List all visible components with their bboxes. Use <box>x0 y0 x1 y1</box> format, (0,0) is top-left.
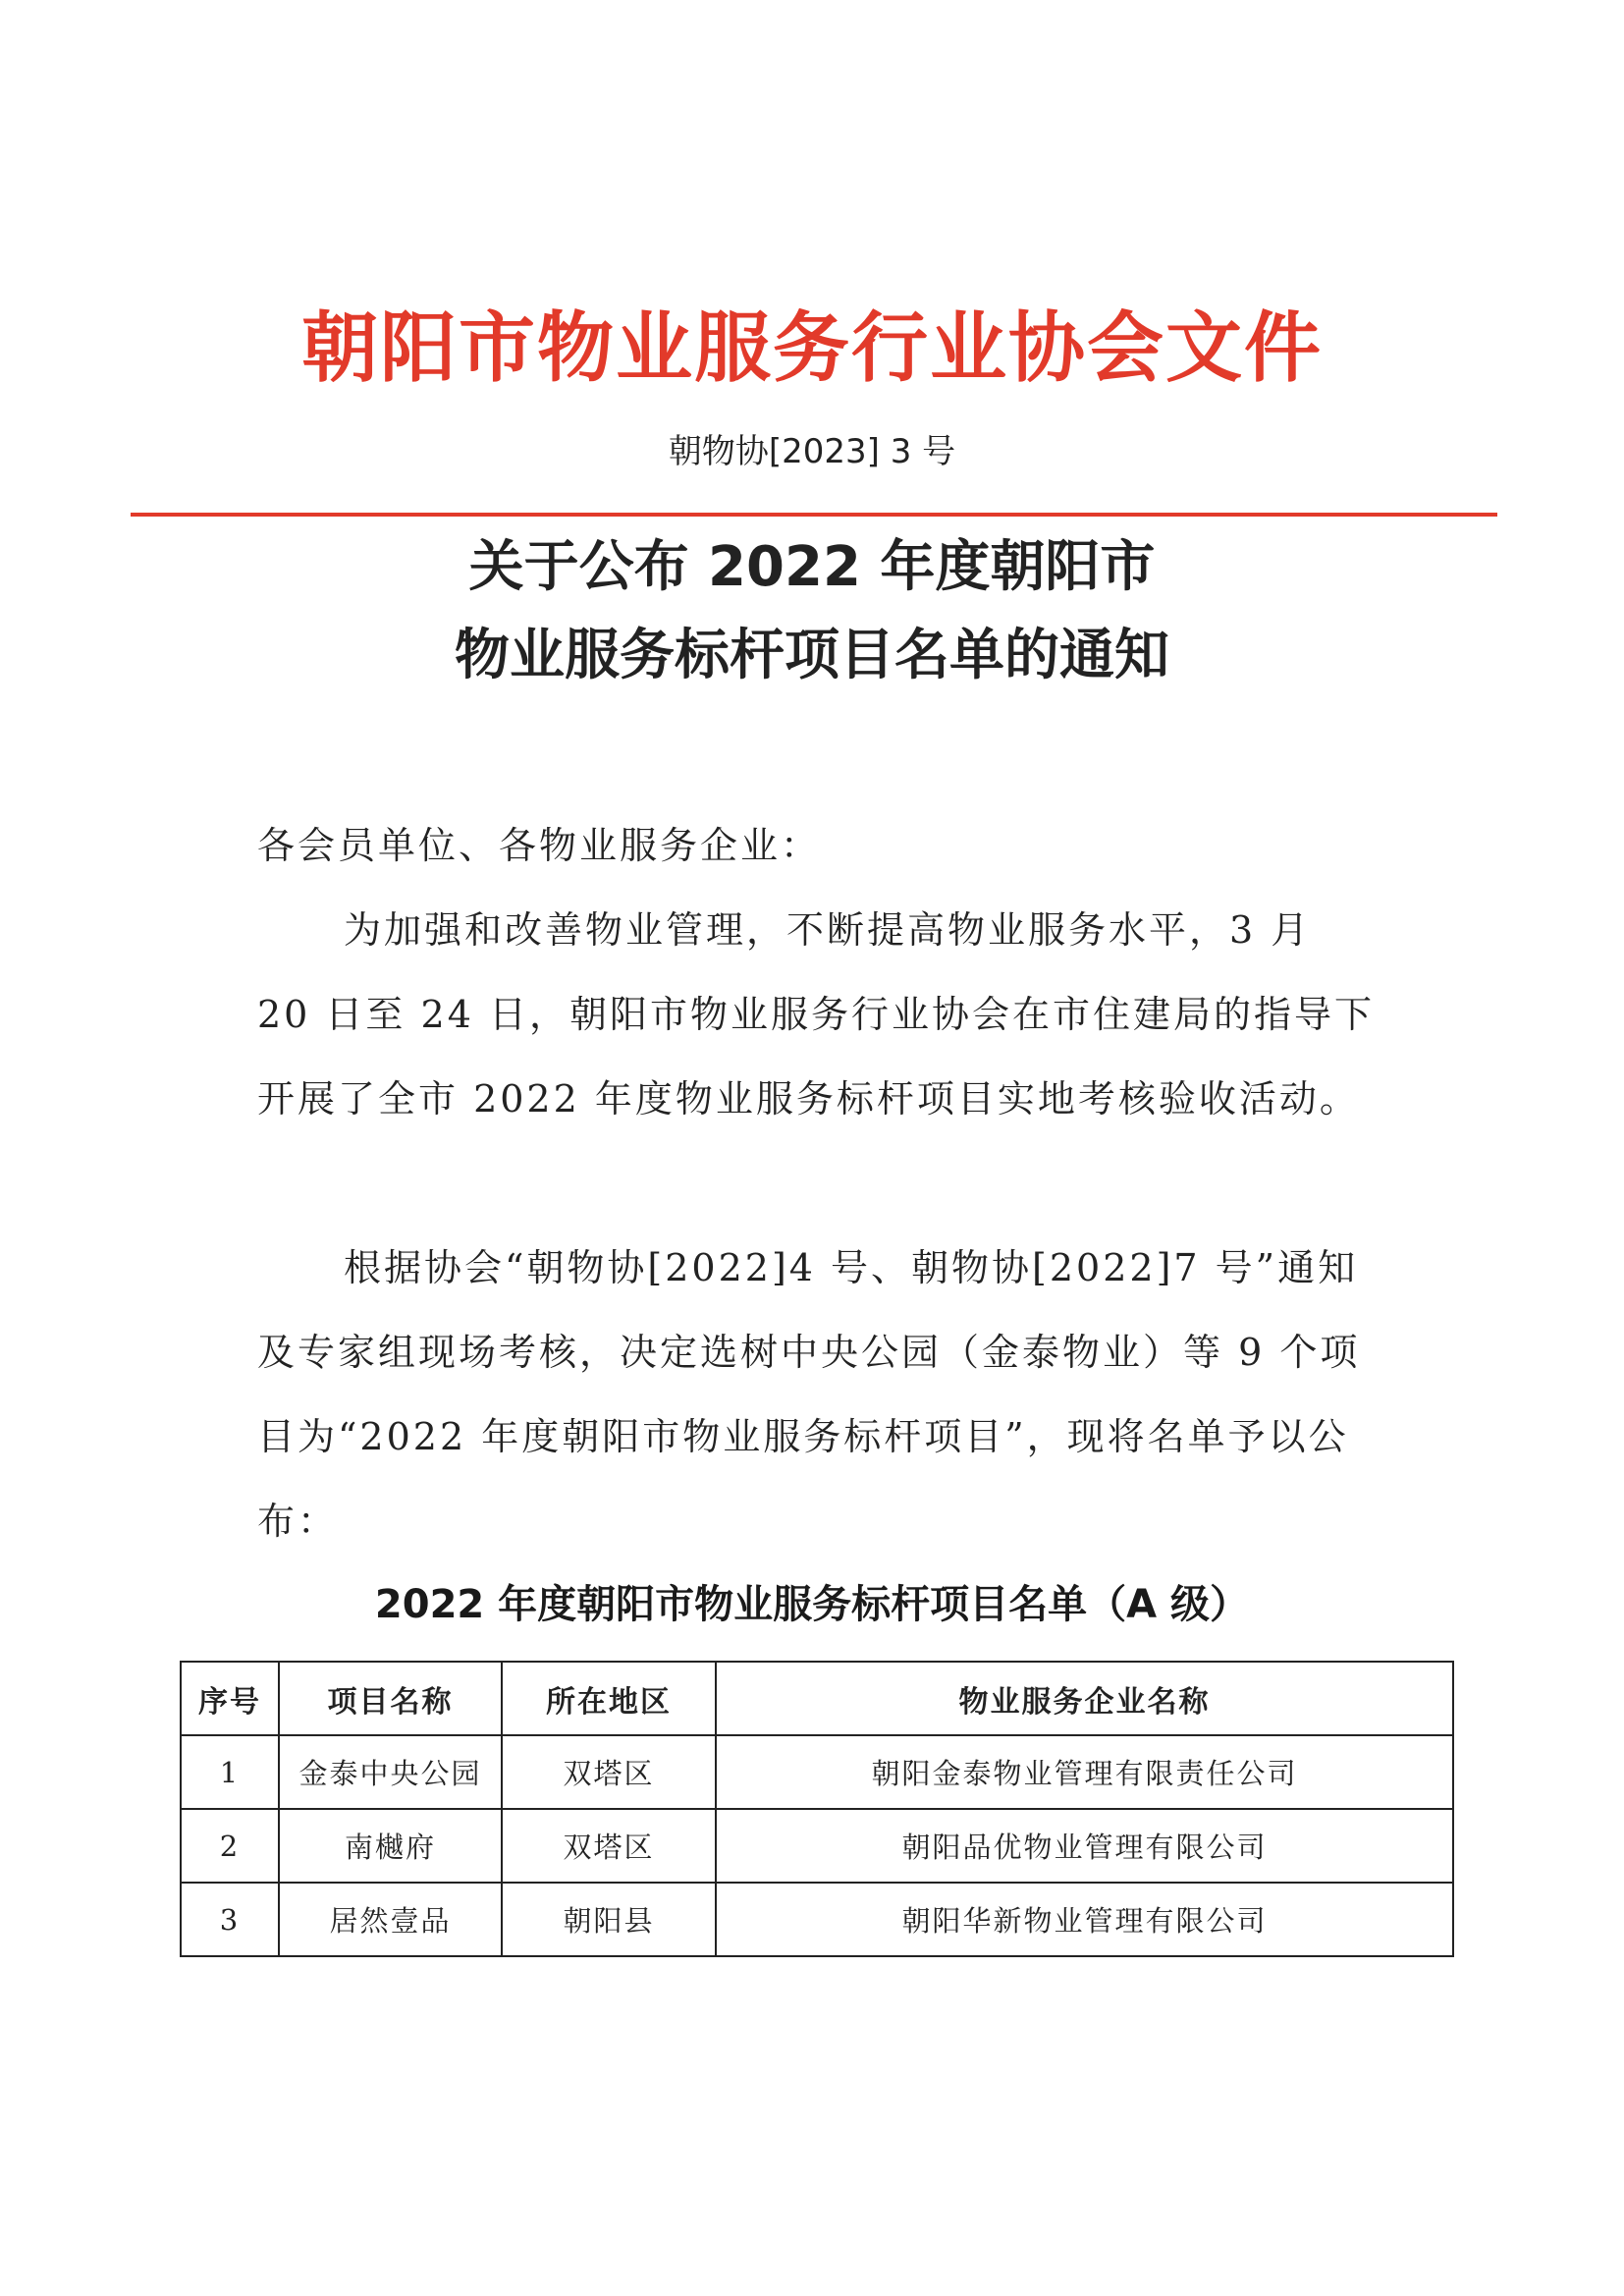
cell-district: 双塔区 <box>502 1809 716 1883</box>
notice-title-line-1: 关于公布 2022 年度朝阳市 <box>468 535 1156 599</box>
cell-project-name: 金泰中央公园 <box>279 1735 502 1809</box>
cell-index: 3 <box>181 1883 279 1956</box>
cell-district: 双塔区 <box>502 1735 716 1809</box>
cell-index: 1 <box>181 1735 279 1809</box>
header-cell-project-name: 项目名称 <box>279 1662 502 1735</box>
red-divider-line <box>131 513 1497 517</box>
cell-company: 朝阳华新物业管理有限公司 <box>716 1883 1453 1956</box>
cell-project-name: 居然壹品 <box>279 1883 502 1956</box>
notice-title-line-2: 物业服务标杆项目名单的通知 <box>455 624 1169 687</box>
document-number: 朝物协[2023] 3 号 <box>668 432 956 471</box>
body-paragraph-2: 根据协会“朝物协[2022]4 号、朝物协[2022]7 号”通知及专家组现场考核，决定选树中央公园（金泰物业）等 9 个项目为“2022 年度朝阳市物业服务标杆项目”，现将名单予以公布： <box>257 1246 1361 1543</box>
cell-project-name: 南樾府 <box>279 1809 502 1883</box>
header-cell-index: 序号 <box>181 1662 279 1735</box>
cell-district: 朝阳县 <box>502 1883 716 1956</box>
cell-index: 2 <box>181 1809 279 1883</box>
benchmark-project-table <box>180 1661 1454 1957</box>
header-cell-company: 物业服务企业名称 <box>716 1662 1453 1735</box>
salutation: 各会员单位、各物业服务企业： <box>257 824 822 867</box>
table-title: 2022 年度朝阳市物业服务标杆项目名单（A 级） <box>374 1582 1250 1627</box>
table-header-row <box>181 1662 1453 1735</box>
header-cell-district: 所在地区 <box>502 1662 716 1735</box>
table-row <box>181 1809 1453 1883</box>
cell-company: 朝阳金泰物业管理有限责任公司 <box>716 1735 1453 1809</box>
table-row <box>181 1883 1453 1956</box>
masthead-title: 朝阳市物业服务行业协会文件 <box>300 304 1323 393</box>
cell-company: 朝阳品优物业管理有限公司 <box>716 1809 1453 1883</box>
table-row <box>181 1735 1453 1809</box>
body-paragraph-1: 为加强和改善物业管理，不断提高物业服务水平，3 月 20 日至 24 日，朝阳市物业服务行业协会在市住建局的指导下开展了全市 2022 年度物业服务标杆项目实地考核验收活动。 <box>257 908 1375 1121</box>
